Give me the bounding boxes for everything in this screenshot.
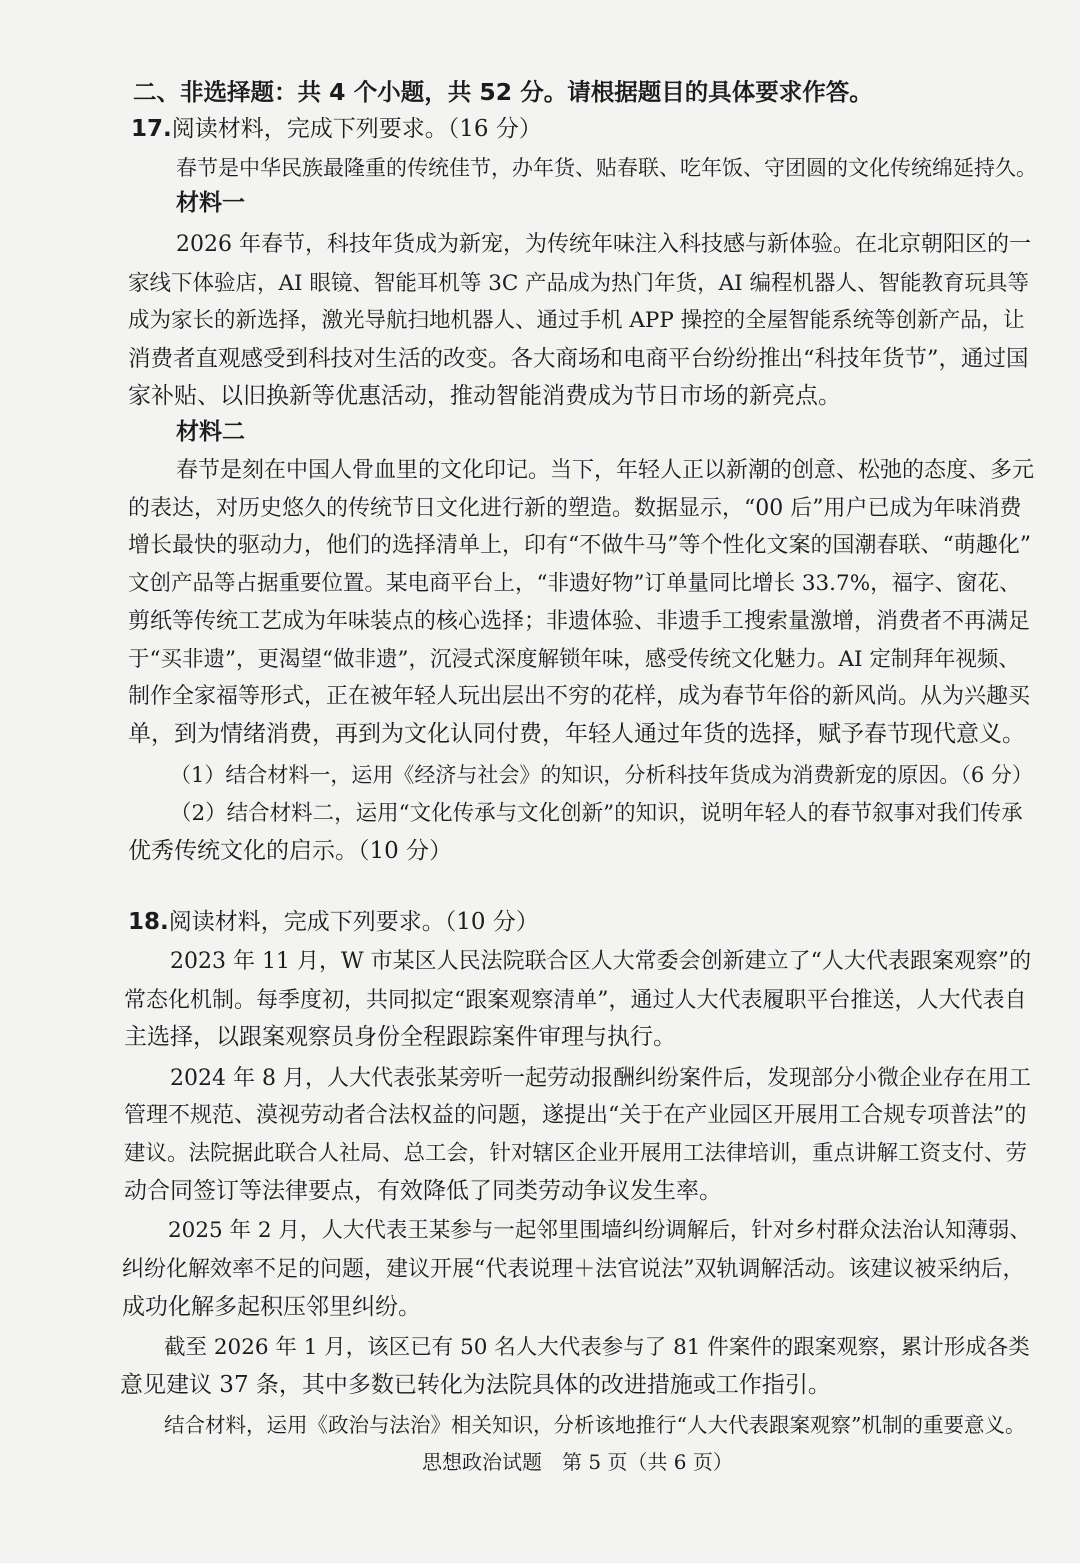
q17-material2-line: 文创产品等占据重要位置。某电商平台上，“非遗好物”订单量同比增长 33.7%，福字、窗花、 (128, 571, 1021, 596)
q18-question: 结合材料，运用《政治与法治》相关知识，分析该地推行“人大代表跟案观察”机制的重要意义。 (164, 1413, 1026, 1437)
q18-number: 18. (128, 909, 169, 935)
q17-material2-line: 剪纸等传统工艺成为年味装点的核心选择；非遗体验、非遗手工搜索量激增，消费者不再满足 (128, 609, 1031, 634)
page-footer: 思想政治试题 第 5 页（共 6 页） (422, 1450, 733, 1474)
q17-material2-line: 增长最快的驱动力，他们的选择清单上，印有“不做牛马”等个性化文案的国潮春联、“萌趣化” (128, 533, 1031, 558)
q17-material1-line: 成为家长的新选择，激光导航扫地机器人、通过手机 APP 操控的全屋智能系统等创新产品，让 (128, 308, 1025, 333)
q18-line: 成功化解多起积压邻里纠纷。 (122, 1294, 421, 1320)
q17-material1-line: 家线下体验店，AI 眼镜、智能耳机等 3C 产品成为热门年货，AI 编程机器人、智能教育玩具等 (128, 271, 1030, 296)
q17-subquestion-1: （1）结合材料一，运用《经济与社会》的知识，分析科技年货成为消费新宠的原因。（6 分） (170, 763, 1033, 787)
q17-intro: 春节是中华民族最隆重的传统佳节，办年货、贴春联、吃年饭、守团圆的文化传统绵延持久。 (176, 156, 1037, 180)
q17-material1-line: 2026 年春节，科技年货成为新宠，为传统年味注入科技感与新体验。在北京朝阳区的一 (176, 232, 1031, 257)
q18-line: 动合同签订等法律要点，有效降低了同类劳动争议发生率。 (124, 1178, 722, 1204)
q18-title: 阅读材料，完成下列要求。（10 分） (168, 909, 539, 935)
q18-line: 管理不规范、漠视劳动者合法权益的问题，遂提出“关于在产业园区开展用工合规专项普法”的 (124, 1103, 1027, 1128)
q18-line: 2023 年 11 月，W 市某区人民法院联合区人大常委会创新建立了“人大代表跟案观察”的 (170, 949, 1032, 974)
q17-material2-line: 单，到为情绪消费，再到为文化认同付费，年轻人通过年货的选择，赋予春节现代意义。 (128, 721, 1025, 747)
q18-line: 2024 年 8 月，人大代表张某旁听一起劳动报酬纠纷案件后，发现部分小微企业存在用工 (170, 1066, 1031, 1091)
q17-material2-line: 春节是刻在中国人骨血里的文化印记。当下，年轻人正以新潮的创意、松弛的态度、多元 (176, 458, 1035, 483)
q17-heading (131, 111, 542, 147)
q18-heading (128, 904, 539, 940)
q18-line: 建议。法院据此联合人社局、总工会，针对辖区企业开展用工法律培训，重点讲解工资支付、劳 (124, 1141, 1028, 1166)
q17-material2-label: 材料二 (176, 418, 245, 445)
q18-line: 截至 2026 年 1 月，该区已有 50 名人大代表参与了 81 件案件的跟案观察，累计形成各类 (164, 1335, 1030, 1360)
q17-material1-line: 家补贴、以旧换新等优惠活动，推动智能消费成为节日市场的新亮点。 (128, 383, 841, 409)
q18-line: 常态化机制。每季度初，共同拟定“跟案观察清单”，通过人大代表履职平台推送，人大代表自 (124, 988, 1027, 1013)
q17-material2-line: 于“买非遗”，更渴望“做非遗”，沉浸式深度解锁年味，感受传统文化魅力。AI 定制拜年视频、 (128, 647, 1020, 672)
q17-subquestion-2-cont: 优秀传统文化的启示。（10 分） (128, 838, 453, 864)
q17-number: 17. (131, 116, 172, 142)
q17-material2-line: 制作全家福等形式，正在被年轻人玩出层出不穷的花样，成为春节年俗的新风尚。从为兴趣买 (128, 684, 1031, 709)
q17-subquestion-2: （2）结合材料二，运用“文化传承与文化创新”的知识，说明年轻人的春节叙事对我们传承 (170, 801, 1023, 826)
q18-line: 纠纷化解效率不足的问题，建议开展“代表说理＋法官说法”双轨调解活动。该建议被采纳后， (122, 1257, 1025, 1282)
q17-material1-line: 消费者直观感受到科技对生活的改变。各大商场和电商平台纷纷推出“科技年货节”，通过国 (128, 346, 1029, 372)
section-header: 二、非选择题：共 4 个小题，共 52 分。请根据题目的具体要求作答。 (133, 78, 873, 106)
q17-title: 阅读材料，完成下列要求。（16 分） (171, 116, 542, 142)
q18-line: 主选择，以跟案观察员身份全程跟踪案件审理与执行。 (124, 1024, 676, 1050)
q17-material1-label: 材料一 (176, 189, 245, 216)
q18-line: 2025 年 2 月，人大代表王某参与一起邻里围墙纠纷调解后，针对乡村群众法治认知薄弱、 (168, 1218, 1031, 1243)
q17-material2-line: 的表达，对历史悠久的传统节日文化进行新的塑造。数据显示，“00 后”用户已成为年味消费 (128, 496, 1022, 521)
q18-line: 意见建议 37 条，其中多数已转化为法院具体的改进措施或工作指引。 (120, 1372, 831, 1398)
